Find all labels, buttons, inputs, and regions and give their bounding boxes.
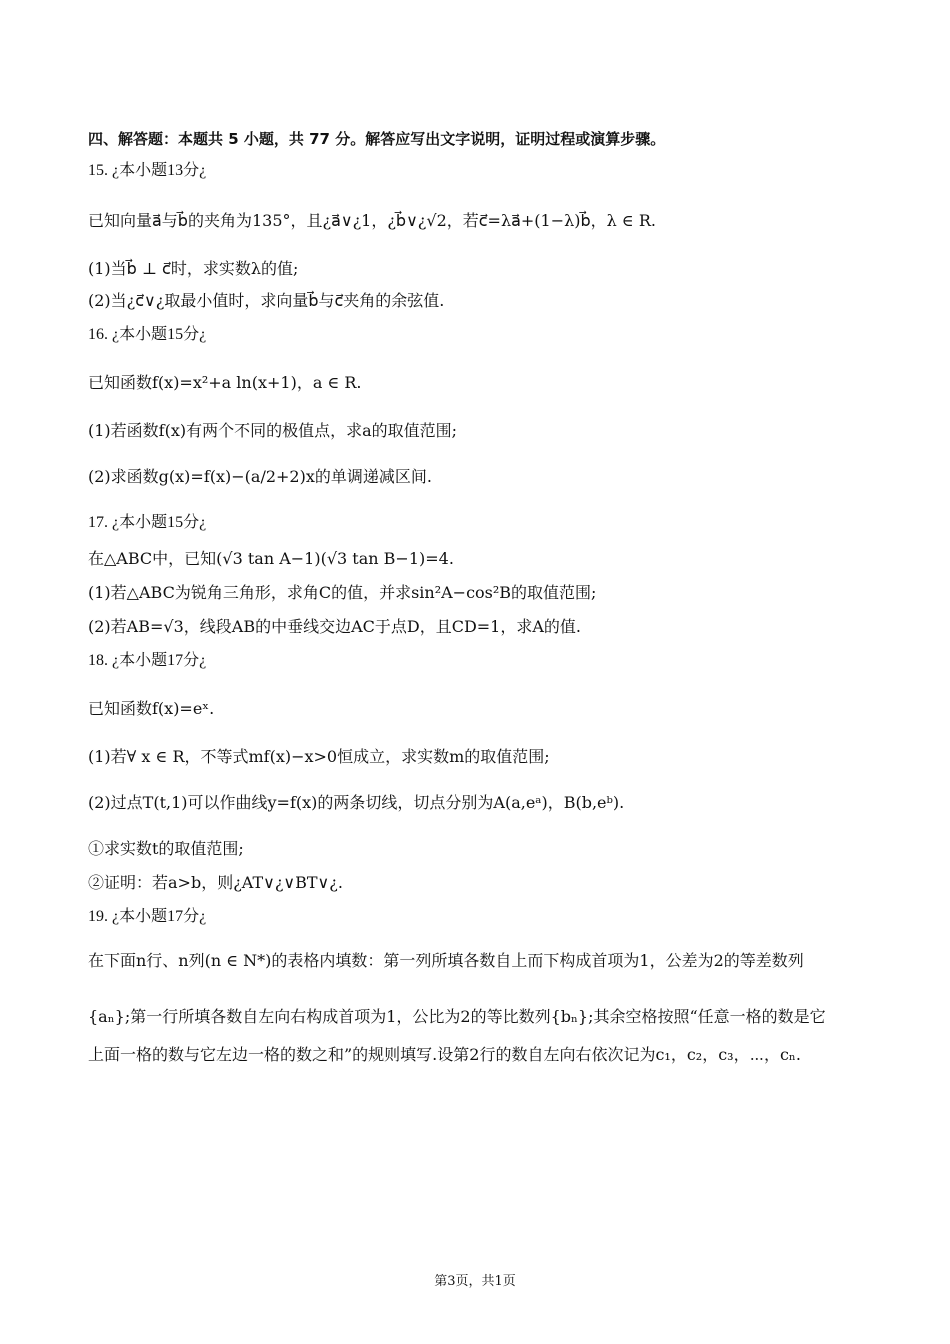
question-15-stem: 已知向量a⃗与b⃗的夹角为135°，且¿a⃗∨¿1，¿b⃗∨¿√2，若c⃗=λa⃗+(1−λ)b⃗，λ ∈ R.	[88, 211, 656, 230]
question-17-stem: 在△ABC中，已知(√3 tan A−1)(√3 tan B−1)=4.	[88, 549, 454, 568]
question-18-part-2: (2)过点T(t,1)可以作曲线y=f(x)的两条切线，切点分别为A(a,eᵃ)，B(b,eᵇ).	[88, 793, 625, 812]
question-19-line-3: 上面一格的数与它左边一格的数之和”的规则填写.设第2行的数自左向右依次记为c₁，c₂，c₃，⋯，cₙ.	[88, 1045, 801, 1064]
question-18-part-2-sub-2: ②证明：若a>b，则¿AT∨¿∨BT∨¿.	[88, 873, 343, 892]
question-16-header: 16. ¿本小题15分¿	[88, 326, 207, 343]
question-17-part-1: (1)若△ABC为锐角三角形，求角C的值，并求sin²A−cos²B的取值范围;	[88, 583, 597, 602]
question-15-part-2: (2)当¿c⃗∨¿取最小值时，求向量b⃗与c⃗夹角的余弦值.	[88, 291, 445, 310]
question-19-line-1: 在下面n行、n列(n ∈ N*)的表格内填数：第一列所填各数自上而下构成首项为1，公差为2的等差数列	[88, 951, 804, 970]
question-19-header: 19. ¿本小题17分¿	[88, 908, 207, 925]
page-footer: 第3页，共1页	[434, 1274, 516, 1289]
question-18-part-2-sub-1: ①求实数t的取值范围;	[88, 839, 244, 858]
question-18-stem: 已知函数f(x)=eˣ.	[88, 699, 215, 718]
question-18-part-1: (1)若∀ x ∈ R，不等式mf(x)−x>0恒成立，求实数m的取值范围;	[88, 747, 550, 766]
question-19-line-2: {aₙ};第一行所填各数自左向右构成首项为1，公比为2的等比数列{bₙ};其余空格按照“任意一格的数是它	[88, 1007, 826, 1026]
question-16-stem: 已知函数f(x)=x²+a ln(x+1)，a ∈ R.	[88, 373, 362, 392]
question-15-header: 15. ¿本小题13分¿	[88, 162, 207, 179]
question-17-part-2: (2)若AB=√3，线段AB的中垂线交边AC于点D，且CD=1，求A的值.	[88, 617, 581, 636]
question-16-part-2: (2)求函数g(x)=f(x)−(a/2+2)x的单调递减区间.	[88, 467, 432, 486]
question-18-header: 18. ¿本小题17分¿	[88, 652, 207, 669]
question-16-part-1: (1)若函数f(x)有两个不同的极值点，求a的取值范围;	[88, 421, 458, 440]
section-heading: 四、解答题：本题共 5 小题，共 77 分。解答应写出文字说明，证明过程或演算步骤。	[88, 130, 666, 148]
question-15-part-1: (1)当b⃗ ⊥ c⃗时，求实数λ的值;	[88, 259, 299, 278]
question-17-header: 17. ¿本小题15分¿	[88, 514, 207, 531]
